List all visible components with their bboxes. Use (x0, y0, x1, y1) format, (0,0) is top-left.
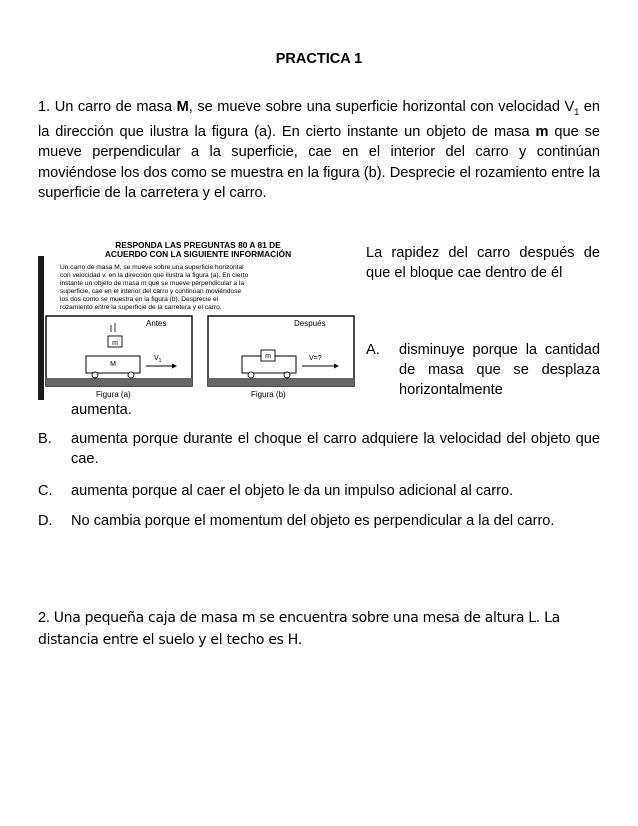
question-2-number: 2. (38, 610, 50, 626)
caption-b: Figura (b) (251, 390, 286, 399)
option-b (38, 429, 600, 469)
question-1-statement: 1. Un carro de masa M, se mueve sobre una superficie horizontal con velocidad $V_1$ en la dirección que ilustra la figura (a). En cierto instante un objeto de masa m que se mueve perpendicular a la superficie, cae en el interior del carro y continúan moviéndose los dos como se muestra en la figura (b). Desprecie el rozamiento entre la superficie de la carretera y el carro. (38, 99, 600, 201)
option-label: A. (366, 342, 380, 358)
velocity-a-label: $V_1$ (154, 355, 162, 364)
figure-body-line: Un carro de masa M, se mueve sobre una superficie horizontal (60, 264, 244, 271)
option-c (38, 481, 600, 501)
page-title: PRACTICA 1 (275, 51, 363, 67)
option-label: C. (38, 483, 53, 499)
panel-a-label: Antes (146, 319, 167, 328)
svg-text:M: M (110, 361, 116, 368)
option-text: No cambia porque el momentum del objeto es perpendicular a la del carro. (71, 513, 555, 529)
option-d (38, 511, 600, 531)
figure-body-line: superficie, cae en el interior del carro y continúan moviéndose (60, 288, 242, 295)
svg-text:m: m (112, 340, 118, 347)
figure-body-line: con velocidad v, en la dirección que ilustra la figura (a). En cierto (60, 272, 249, 279)
option-text: aumenta porque al caer el objeto le da un impulso adicional al carro. (71, 483, 514, 499)
figure-body-line: instante un objeto de masa m que se mueve perpendicular a la (60, 280, 245, 287)
option-label: B. (38, 431, 52, 447)
option-text: disminuye porque la cantidad de masa que se desplaza horizontalmente (399, 342, 600, 399)
figure-panel-b (208, 316, 354, 386)
figure-body-line: rozamiento entre la superficie de la carretera y el carro. (60, 304, 222, 311)
caption-a: Figura (a) (96, 390, 131, 399)
option-a (366, 340, 600, 401)
figure-body-line: los dos como se muestra en la figura (b). Desprecie el (60, 296, 218, 303)
figure-heading-1: RESPONDA LAS PREGUNTAS 80 A 81 DE (115, 240, 281, 250)
cart-figure (38, 236, 360, 400)
question-2-text: Una pequeña caja de masa m se encuentra sobre una mesa de altura L. La distancia entre el suelo y el techo es H. (38, 610, 560, 648)
question-1-prompt: La rapidez del carro después de que el bloque cae dentro de él (366, 245, 600, 282)
panel-b-label: Después (294, 319, 326, 328)
svg-text:m: m (265, 353, 271, 360)
velocity-b-label: V=? (309, 355, 322, 362)
option-a-continuation: aumenta. (71, 402, 132, 418)
figure-heading-2: ACUERDO CON LA SIGUIENTE INFORMACIÓN (104, 249, 292, 259)
option-label: D. (38, 513, 53, 529)
figure-panel-a (46, 316, 192, 386)
option-text: aumenta porque durante el choque el carro adquiere la velocidad del objeto que cae. (71, 431, 600, 468)
question-2-statement (38, 608, 600, 651)
